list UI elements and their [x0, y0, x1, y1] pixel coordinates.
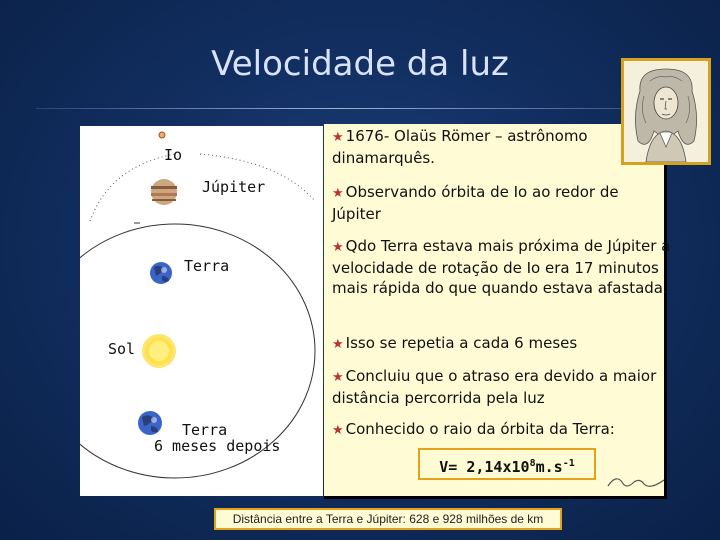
bullet-3-text: Qdo Terra estava mais próxima de Júpiter a velocidade de rotação de Io era 17 minutos mais rápida do que quando estava afastada. [332, 237, 671, 297]
jupiter-label: Júpiter [202, 178, 266, 196]
signature-icon [604, 472, 669, 494]
bullet-2-text: Observando órbita de Io ao redor de Júpiter [332, 183, 619, 223]
portrait-icon [624, 61, 708, 162]
bullet-4-text: Isso se repetia a cada 6 meses [345, 334, 578, 352]
bullet-4 [332, 333, 662, 355]
bullet-5-text: Concluiu que o atraso era devido a maior distância percorrida pela luz [332, 367, 657, 407]
star-icon: ★ [332, 370, 344, 385]
bullet-6-text: Conhecido o raio da órbita da Terra: [345, 420, 615, 438]
earth-icon [150, 262, 172, 284]
portrait-frame [621, 58, 711, 165]
sun-label: Sol [108, 340, 136, 358]
bullet-6 [332, 419, 672, 441]
star-icon: ★ [332, 240, 344, 255]
bullet-1-text: 1676- Olaüs Römer – astrônomo dinamarquês. [332, 127, 588, 167]
io-label: Io [164, 146, 183, 164]
star-icon: ★ [332, 130, 344, 145]
text-panel [324, 124, 671, 499]
formula-main: V= 2,14x10 [439, 458, 530, 476]
velocity-formula [418, 448, 596, 480]
formula-unit-exponent: -1 [562, 458, 575, 469]
formula-unit: m.s [535, 458, 563, 476]
bullet-1 [332, 126, 622, 168]
io-moon [159, 132, 165, 138]
earth-later-time-label: 6 meses depois [154, 437, 281, 455]
bullet-2 [332, 182, 662, 224]
slide-title: Velocidade da luz [211, 44, 509, 84]
bullet-5 [332, 366, 687, 408]
distance-caption: Distância entre a Terra e Júpiter: 628 e 928 milhões de km [214, 508, 562, 530]
sun-icon [142, 334, 176, 368]
earth-later-icon [138, 411, 162, 435]
earth-later-label: Terra [182, 421, 228, 439]
formula-exponent: 8 [529, 458, 536, 469]
star-icon: ★ [332, 186, 344, 201]
star-icon: ★ [332, 423, 344, 438]
star-icon: ★ [332, 337, 344, 352]
bullet-3 [332, 236, 682, 298]
earth-label: Terra [184, 257, 230, 275]
title-divider [36, 108, 636, 109]
orbit-diagram [80, 126, 323, 496]
jupiter-icon [151, 179, 177, 205]
